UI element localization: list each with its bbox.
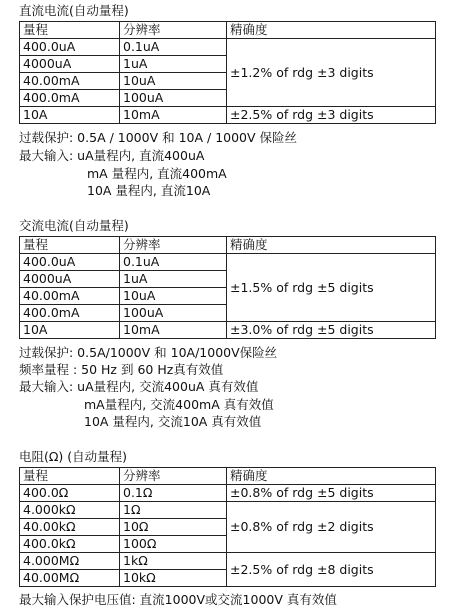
dc-max-input-ma: mA 量程内, 直流400mA <box>87 166 227 181</box>
ac-current-title: 交流电流(自动量程) <box>19 218 129 233</box>
resolution-cell: 10kΩ <box>120 570 227 587</box>
header-range: 量程 <box>20 22 120 39</box>
ac-overload-note: 过载保护: 0.5A/1000V 和 10A/1000V保险丝 <box>19 345 278 360</box>
range-cell: 400.0kΩ <box>20 536 120 553</box>
header-accuracy: 精确度 <box>227 468 436 485</box>
resolution-cell: 0.1uA <box>120 254 227 271</box>
resolution-cell: 10uA <box>120 288 227 305</box>
accuracy-cell: ±2.5% of rdg ±3 digits <box>227 107 436 124</box>
resolution-cell: 1kΩ <box>120 553 227 570</box>
header-accuracy: 精确度 <box>227 237 436 254</box>
header-resolution: 分辨率 <box>120 22 227 39</box>
header-range: 量程 <box>20 468 120 485</box>
range-cell: 4.000kΩ <box>20 502 120 519</box>
resolution-cell: 0.1uA <box>120 39 227 56</box>
accuracy-cell: ±1.5% of rdg ±5 digits <box>227 254 436 322</box>
range-cell: 40.00mA <box>20 288 120 305</box>
range-cell: 400.0mA <box>20 305 120 322</box>
range-cell: 10A <box>20 107 120 124</box>
range-cell: 10A <box>20 322 120 339</box>
range-cell: 40.00kΩ <box>20 519 120 536</box>
resolution-cell: 100uA <box>120 305 227 322</box>
table-row <box>20 485 436 502</box>
resolution-cell: 1uA <box>120 56 227 73</box>
range-cell: 400.0Ω <box>20 485 120 502</box>
accuracy-cell: ±0.8% of rdg ±2 digits <box>227 502 436 553</box>
header-accuracy: 精确度 <box>227 22 436 39</box>
range-cell: 4.000MΩ <box>20 553 120 570</box>
dc-current-table <box>19 21 436 124</box>
table-row <box>20 502 436 519</box>
table-row <box>20 553 436 570</box>
table-header-row <box>20 22 436 39</box>
dc-max-input-10a: 10A 量程内, 直流10A <box>87 183 211 198</box>
ac-max-input-note: 最大输入: uA量程内, 交流400uA 真有效值 <box>19 379 259 394</box>
range-cell: 400.0uA <box>20 254 120 271</box>
range-cell: 4000uA <box>20 56 120 73</box>
accuracy-cell: ±1.2% of rdg ±3 digits <box>227 39 436 107</box>
range-cell: 400.0mA <box>20 90 120 107</box>
resolution-cell: 100Ω <box>120 536 227 553</box>
table-row <box>20 107 436 124</box>
dc-overload-note: 过载保护: 0.5A / 1000V 和 10A / 1000V 保险丝 <box>19 130 298 145</box>
ac-max-input-10a: 10A 量程内, 交流10A 真有效值 <box>84 414 262 429</box>
table-header-row <box>20 237 436 254</box>
range-cell: 400.0uA <box>20 39 120 56</box>
range-cell: 40.00MΩ <box>20 570 120 587</box>
resolution-cell: 1Ω <box>120 502 227 519</box>
accuracy-cell: ±0.8% of rdg ±5 digits <box>227 485 436 502</box>
header-resolution: 分辨率 <box>120 468 227 485</box>
resolution-cell: 0.1Ω <box>120 485 227 502</box>
resolution-cell: 10uA <box>120 73 227 90</box>
table-row <box>20 254 436 271</box>
header-resolution: 分辨率 <box>120 237 227 254</box>
range-cell: 40.00mA <box>20 73 120 90</box>
resolution-cell: 10Ω <box>120 519 227 536</box>
ac-frequency-note: 频率量程 : 50 Hz 到 60 Hz真有效值 <box>19 362 224 377</box>
resolution-cell: 100uA <box>120 90 227 107</box>
table-header-row <box>20 468 436 485</box>
ac-max-input-ma: mA量程内, 交流400mA 真有效值 <box>84 397 274 412</box>
table-row <box>20 322 436 339</box>
resolution-cell: 10mA <box>120 322 227 339</box>
accuracy-cell: ±3.0% of rdg ±5 digits <box>227 322 436 339</box>
dc-max-input-note: 最大输入: uA量程内, 直流400uA <box>19 148 205 163</box>
resolution-cell: 10mA <box>120 107 227 124</box>
resistance-title: 电阻(Ω) (自动量程) <box>19 449 128 464</box>
range-cell: 4000uA <box>20 271 120 288</box>
header-range: 量程 <box>20 237 120 254</box>
accuracy-cell: ±2.5% of rdg ±8 digits <box>227 553 436 587</box>
table-row <box>20 39 436 56</box>
dc-current-title: 直流电流(自动量程) <box>19 3 129 18</box>
resolution-cell: 1uA <box>120 271 227 288</box>
resistance-max-protection-note: 最大输入保护电压值: 直流1000V或交流1000V 真有效值 <box>19 592 337 607</box>
resistance-table <box>19 467 436 587</box>
ac-current-table <box>19 236 436 339</box>
